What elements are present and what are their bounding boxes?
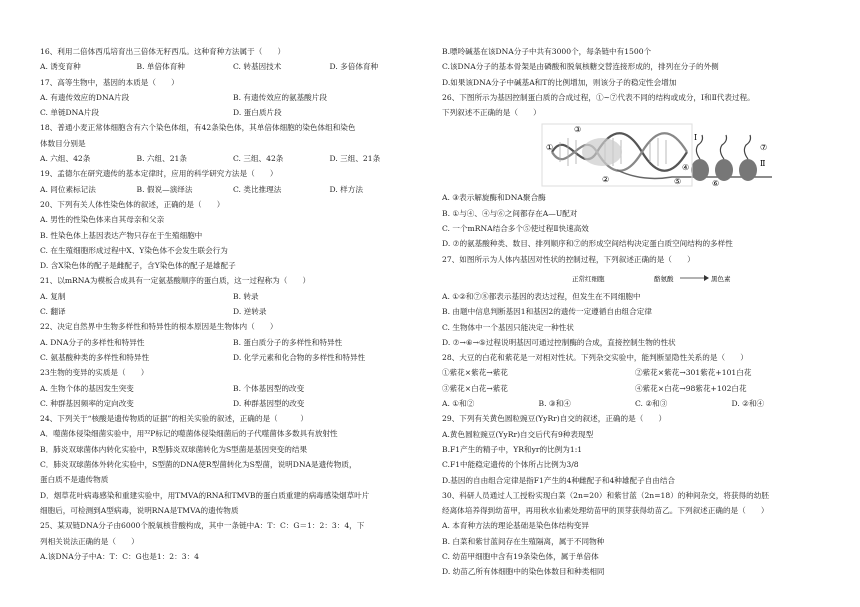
q24-option-b: B．肺炎双球菌体内转化实验中，R型肺炎双球菌转化为S型菌是基因突变的结果 — [40, 444, 308, 454]
fig-text-tyrosine: 酪氨酸 — [654, 274, 674, 283]
q18-option-c: C. 三组、42条 — [233, 154, 284, 164]
q23-option-d: D. 种群基因型的改变 — [233, 398, 305, 408]
q19-stem: 19、孟德尔在研究遗传的基本定律时，应用的科学研究方法是（ ） — [40, 169, 278, 179]
q27-stem: 27、如图所示为人体内基因对性状的控制过程，下列叙述正确的是（ ） — [442, 254, 695, 264]
q28-options — [442, 396, 828, 411]
fig-label-4: ④ — [682, 163, 690, 173]
ribosome-icon — [715, 159, 733, 181]
q22-option-d: D. 化学元素和化合物的多样性和特异性 — [233, 352, 366, 362]
q25-stem-cont: 列相关说法正确的是（ ） — [40, 536, 139, 546]
q21-options — [40, 289, 426, 304]
q18-option-b: B. 六组、21条 — [136, 154, 187, 164]
q29-option-a: A.黄色圆粒豌豆(YyRr)自交后代有9种表现型 — [442, 429, 594, 439]
q19-option-d: D. 样方法 — [329, 184, 363, 194]
q20-stem: 20、下列有关人体性染色体的叙述，正确的是（ ） — [40, 199, 225, 209]
q19-option-c: C. 类比推理法 — [233, 184, 282, 194]
q21-option-c: C. 翻译 — [40, 307, 66, 317]
q26-option-a: A. ③表示解旋酶和DNA聚合酶 — [442, 193, 546, 203]
q27-option-a: A. ①②和⑦⑧都表示基因的表达过程，但发生在不同细胞中 — [442, 291, 641, 301]
left-column — [40, 44, 426, 564]
q18-stem: 18、普通小麦正常体细胞含有六个染色体组，有42条染色体，其单倍体细胞的染色体组和染色 — [40, 123, 356, 133]
q19-option-a: A. 同位素标记法 — [40, 184, 96, 194]
q27-figure — [442, 269, 828, 287]
q26-option-d: D. ⑦的氨基酸种类、数目、排列顺序和⑦的形成空间结构决定蛋白质空间结构的多样性 — [442, 239, 733, 249]
q20-option-c: C. 在生殖细胞形成过程中X、Y染色体不会发生联会行为 — [40, 245, 228, 255]
q23-option-b: B. 个体基因型的改变 — [233, 383, 305, 393]
q25-option-d: D.如果该DNA分子中碱基A和T的比例增加，则该分子的稳定性会增加 — [442, 77, 677, 87]
q29-option-b: B.F1产生的精子中，YR和yr的比例为1:1 — [442, 444, 583, 454]
q17-option-b: B. 有遗传效应的氨基酸片段 — [233, 92, 327, 102]
fig-text-red-cell: 正常红细胞 — [572, 274, 605, 283]
q20-option-a: A. 男性的性染色体来自其母亲和父亲 — [40, 215, 165, 225]
q18-option-a: A. 六组、42条 — [40, 154, 91, 164]
q30-option-b: B. 白菜和紫甘蓝间存在生殖隔离，属于不同物种 — [442, 536, 605, 546]
q21-option-a: A. 复制 — [40, 291, 66, 301]
right-column — [442, 44, 828, 580]
q19-option-b: B. 假说—演绎法 — [136, 184, 193, 194]
q27-option-b: B. 由题中信息判断基因1和基因2的遗传一定遵循自由组合定律 — [442, 307, 652, 317]
q21-options-2 — [40, 304, 426, 319]
q30-stem-cont: 经离体培养得到幼苗甲，再用秋水仙素处理幼苗甲的顶芽获得幼苗乙。下列叙述正确的是（ ） — [442, 506, 769, 516]
q16-stem: 16、利用二倍体西瓜培育出三倍体无籽西瓜。这种育种方法属于（ ） — [40, 47, 286, 56]
ribosome-icon — [691, 159, 709, 181]
q23-options-2 — [40, 396, 426, 411]
q18-options — [40, 151, 426, 166]
fig-label-2: ② — [602, 175, 610, 185]
q22-options-2 — [40, 350, 426, 365]
q18-stem-cont: 体数目分别是 — [40, 138, 86, 148]
q16-option-d: D. 多倍体育种 — [329, 62, 379, 72]
q24-option-c: C．肺炎双球菌体外转化实验中，S型菌的DNA使R型菌转化为S型菌，说明DNA是遗传物质， — [40, 460, 357, 470]
q23-option-a: A. 生物个体的基因发生突变 — [40, 383, 134, 393]
q21-stem: 21、以mRNA为模板合成具有一定氨基酸顺序的蛋白质，这一过程称为（ ） — [40, 276, 311, 286]
q25-option-b: B.嘌呤碱基在该DNA分子中共有3000个，每条链中有1500个 — [442, 47, 652, 56]
q24-option-c-cont: 蛋白质不是遗传物质 — [40, 475, 109, 485]
q22-option-c: C. 氨基酸种类的多样性和特异性 — [40, 352, 150, 362]
q23-stem: 23生物的变异的实质是（ ） — [40, 368, 149, 378]
arrow-head-icon — [704, 275, 709, 281]
q28-cross-3: ③紫花×白花→紫花 — [442, 383, 508, 393]
q20-option-b: B. 性染色体上基因表达产物只存在于生殖细胞中 — [40, 230, 203, 240]
q17-options-2 — [40, 105, 426, 120]
fig-label-I: Ⅰ — [694, 133, 698, 143]
q28-cross-2: ②紫花×紫花→301紫花+101白花 — [635, 368, 752, 378]
q22-option-a: A. DNA分子的多样性和特异性 — [40, 337, 145, 347]
q26-option-c: C. 一个mRNA结合多个⑤使过程Ⅱ快速高效 — [442, 224, 589, 234]
q17-options — [40, 90, 426, 105]
fig-label-II: Ⅱ — [760, 159, 766, 169]
dna-transcription-translation-diagram — [442, 122, 828, 188]
q29-stem: 29、下列有关黄色圆粒豌豆(YyRr)自交的叙述，正确的是（ ） — [442, 414, 667, 424]
q28-cross-1: ①紫花×紫花→紫花 — [442, 368, 508, 378]
q25-option-a: A.该DNA分子中A：T：C：G也是1：2：3：4 — [40, 551, 199, 561]
q28-stem: 28、大豆的白花和紫花是一对相对性状。下列杂交实验中，能判断显隐性关系的是（ ） — [442, 353, 748, 363]
q19-options — [40, 182, 426, 197]
q17-option-c: C. 单链DNA片段 — [40, 108, 99, 118]
q25-stem: 25、某双链DNA分子由6000个脱氧核苷酸构成，其中一条链中A：T：C：G＝1：2：3：4，下 — [40, 521, 365, 531]
q17-option-d: D. 蛋白质片段 — [233, 108, 282, 118]
fig-text-melanin: 黑色素 — [711, 274, 731, 283]
fig-label-6: ⑥ — [712, 179, 720, 189]
enzyme-shape — [582, 138, 622, 166]
q23-option-c: C. 种群基因频率的定向改变 — [40, 398, 134, 408]
q16-option-a: A. 诱变育种 — [40, 62, 81, 72]
q26-option-b: B. ①与④、④与⑥之间都存在A—U配对 — [442, 208, 578, 218]
q18-option-d: D. 三组、21条 — [329, 154, 381, 164]
q24-option-d: D．烟草花叶病毒感染和重建实验中，用TMVA的RNA和TMVB的蛋白质重建的病毒感染烟草叶片 — [40, 490, 370, 500]
q28-option-b: B. ③和④ — [538, 399, 571, 409]
q21-option-d: D. 逆转录 — [233, 307, 267, 317]
gene-expression-figure — [442, 122, 828, 188]
fig-label-1: ① — [546, 143, 554, 153]
fig-label-5: ⑤ — [674, 177, 682, 187]
q30-option-c: C. 幼苗甲细胞中含有19条染色体，属于单倍体 — [442, 552, 599, 562]
q16-option-b: B. 单倍体育种 — [136, 62, 185, 72]
q22-options — [40, 335, 426, 350]
q17-stem: 17、高等生物中，基因的本质是（ ） — [40, 77, 179, 87]
gene-control-diagram — [442, 269, 828, 287]
q17-option-a: A. 有遗传效应的DNA片段 — [40, 92, 130, 102]
q24-stem: 24、下列关于“核酸是遗传物质的证据”的相关实验的叙述，正确的是（ ） — [40, 414, 309, 424]
q28-cross-4: ④紫花×白花→98紫花+102白花 — [635, 383, 747, 393]
q27-option-c: C. 生物体中一个基因只能决定一种性状 — [442, 322, 574, 332]
q16-options — [40, 59, 426, 74]
q29-option-d: D.基因的自由组合定律是指F1产生的4种雌配子和4种雄配子自由结合 — [442, 475, 676, 485]
q28-option-a: A. ①和② — [442, 399, 475, 409]
q28-option-d: D. ②和④ — [731, 399, 765, 409]
q30-stem: 30、科研人员通过人工授粉实现白菜（2n=20）和紫甘蓝（2n=18）的种间杂交，将获得的幼胚 — [442, 490, 769, 500]
q29-option-c: C.F1中能稳定遗传的个体所占比例为3/8 — [442, 460, 579, 470]
q30-option-d: D. 幼苗乙所有体细胞中的染色体数目和种类相同 — [442, 567, 605, 577]
q28-crosses — [442, 365, 828, 380]
fig-label-7: ⑦ — [760, 143, 768, 153]
q16-option-c: C. 转基因技术 — [233, 62, 282, 72]
fig-label-3: ③ — [574, 125, 582, 135]
q28-crosses-2 — [442, 381, 828, 396]
q20-option-d: D. 含X染色体的配子是雌配子，含Y染色体的配子是雄配子 — [40, 261, 236, 271]
q24-option-d-cont: 细胞后，可检测到A型病毒，说明RNA是TMVA的遗传物质 — [40, 505, 239, 515]
q24-option-a: A．噬菌体侵染细菌实验中，用³²P标记的噬菌体侵染细菌后的子代噬菌体多数具有放射性 — [40, 429, 338, 439]
q21-option-b: B. 转录 — [233, 291, 259, 301]
q27-option-d: D. ⑦→⑥→⑤过程说明基因可通过控制酶的合成，直接控制生物的性状 — [442, 337, 676, 347]
q22-stem: 22、决定自然界中生物多样性和特异性的根本原因是生物体内（ ） — [40, 322, 278, 332]
q28-option-c: C. ②和③ — [635, 399, 668, 409]
q30-option-a: A. 本育种方法的理论基础是染色体结构变异 — [442, 521, 589, 531]
q22-option-b: B. 蛋白质分子的多样性和特异性 — [233, 337, 343, 347]
q26-stem-cont: 下列叙述不正确的是（ ） — [442, 108, 541, 118]
q23-options — [40, 381, 426, 396]
q26-stem: 26、下图所示为基因控制蛋白质的合成过程，①~⑦代表不同的结构或成分，Ⅰ和Ⅱ代表过程。 — [442, 92, 755, 102]
ribosome-icon — [739, 159, 757, 181]
q25-option-c: C.该DNA分子的基本骨架是由磷酸和脱氧核糖交替连接形成的，排列在分子的外侧 — [442, 62, 719, 72]
